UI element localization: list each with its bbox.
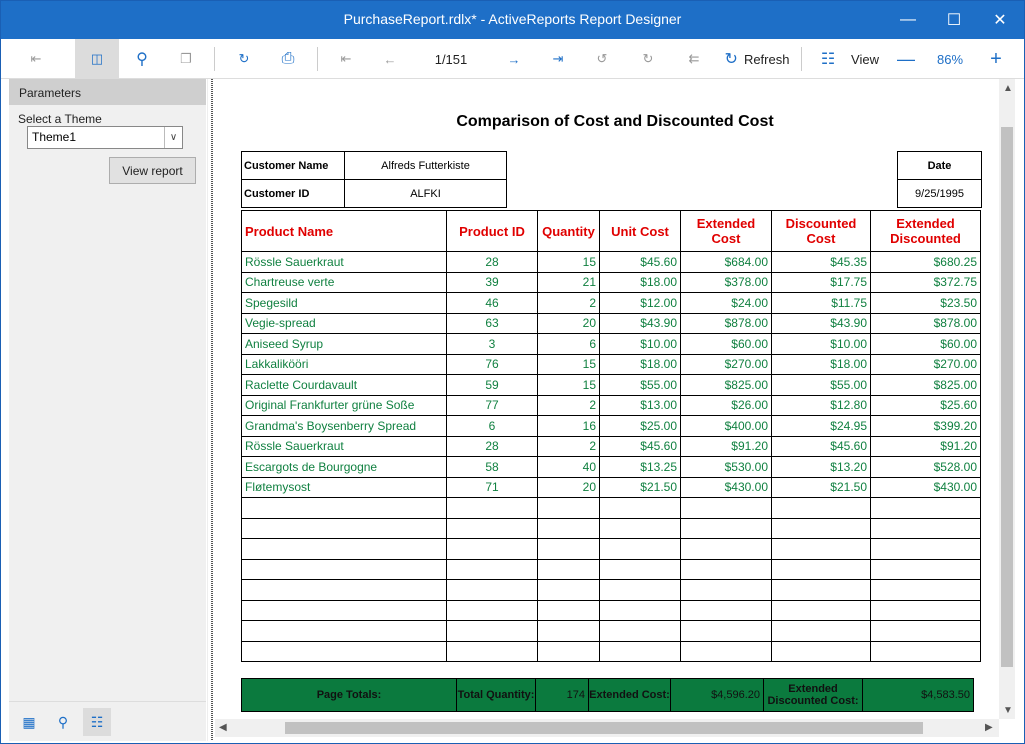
- history-forward-icon[interactable]: ↻: [642, 51, 654, 66]
- table-cell: $13.00: [600, 395, 681, 416]
- report-title: Comparison of Cost and Discounted Cost: [456, 113, 774, 130]
- horizontal-scrollbar[interactable]: [215, 719, 999, 737]
- vertical-scrollbar[interactable]: [999, 79, 1015, 719]
- table-cell: $378.00: [681, 272, 772, 293]
- table-cell: $430.00: [681, 477, 772, 498]
- column-header: Unit Cost: [600, 211, 681, 252]
- table-cell: 28: [447, 252, 538, 273]
- page-indicator[interactable]: 1/151: [434, 51, 468, 67]
- table-cell: [600, 539, 681, 560]
- exit-icon[interactable]: ⇤: [30, 51, 42, 66]
- table-cell: $18.00: [772, 354, 871, 375]
- table-cell: 28: [447, 436, 538, 457]
- table-row: [242, 293, 981, 314]
- empty-table-row: [242, 539, 981, 560]
- table-cell: 15: [538, 252, 600, 273]
- table-cell: $399.20: [871, 416, 981, 437]
- column-header: Quantity: [538, 211, 600, 252]
- date-label: Date: [898, 152, 982, 180]
- table-cell: Vegie-spread: [242, 313, 447, 334]
- total-quantity-value: 174: [536, 679, 589, 712]
- table-row: [242, 354, 981, 375]
- table-cell: [681, 498, 772, 519]
- table-cell: [681, 600, 772, 621]
- view-menu[interactable]: View: [851, 51, 879, 67]
- table-cell: $878.00: [871, 313, 981, 334]
- table-cell: [447, 518, 538, 539]
- search-tab-icon[interactable]: ⚲: [57, 713, 69, 730]
- table-cell: $825.00: [871, 375, 981, 396]
- table-cell: [681, 518, 772, 539]
- extended-discounted-cost-value: $4,583.50: [863, 679, 974, 712]
- table-cell: $270.00: [681, 354, 772, 375]
- table-cell: 71: [447, 477, 538, 498]
- empty-table-row: [242, 621, 981, 642]
- table-row: [242, 436, 981, 457]
- table-cell: [681, 539, 772, 560]
- column-header: Extended Discounted: [871, 211, 981, 252]
- table-cell: $60.00: [681, 334, 772, 355]
- table-cell: [871, 498, 981, 519]
- table-cell: Rössle Sauerkraut: [242, 252, 447, 273]
- empty-table-row: [242, 600, 981, 621]
- table-cell: 20: [538, 313, 600, 334]
- table-cell: [600, 559, 681, 580]
- empty-table-row: [242, 641, 981, 662]
- table-cell: Spegesild: [242, 293, 447, 314]
- table-cell: [447, 498, 538, 519]
- table-cell: [242, 539, 447, 560]
- table-cell: 3: [447, 334, 538, 355]
- column-header: Discounted Cost: [772, 211, 871, 252]
- previous-page-icon[interactable]: ←: [383, 51, 397, 67]
- table-cell: [242, 580, 447, 601]
- table-cell: [871, 621, 981, 642]
- zoom-out-icon[interactable]: —: [897, 48, 915, 69]
- table-cell: 2: [538, 293, 600, 314]
- parameters-tab-icon[interactable]: ▦: [22, 713, 36, 730]
- table-cell: $11.75: [772, 293, 871, 314]
- table-cell: [242, 621, 447, 642]
- maximize-button[interactable]: ☐: [946, 12, 962, 29]
- table-row: [242, 416, 981, 437]
- table-cell: $60.00: [871, 334, 981, 355]
- table-cell: [538, 559, 600, 580]
- table-cell: $878.00: [681, 313, 772, 334]
- table-cell: [772, 580, 871, 601]
- sidebar-toggle-icon[interactable]: ◫: [75, 39, 119, 79]
- table-cell: $528.00: [871, 457, 981, 478]
- customer-name-label: Customer Name: [242, 152, 345, 180]
- title-bar: [1, 1, 1024, 39]
- table-cell: [600, 498, 681, 519]
- table-cell: 39: [447, 272, 538, 293]
- table-cell: [871, 518, 981, 539]
- table-cell: [242, 518, 447, 539]
- first-page-icon[interactable]: ⇤: [340, 51, 352, 66]
- table-cell: $13.25: [600, 457, 681, 478]
- panel-splitter[interactable]: [207, 79, 215, 741]
- panel-header: Parameters: [9, 79, 206, 105]
- table-cell: [538, 600, 600, 621]
- table-cell: $12.80: [772, 395, 871, 416]
- table-cell: Escargots de Bourgogne: [242, 457, 447, 478]
- table-cell: 2: [538, 395, 600, 416]
- extended-discounted-cost-label: Extended Discounted Cost:: [764, 679, 863, 712]
- empty-table-row: [242, 518, 981, 539]
- toolbar: [1, 39, 1024, 79]
- table-cell: $12.00: [600, 293, 681, 314]
- table-cell: [772, 498, 871, 519]
- table-cell: $43.90: [600, 313, 681, 334]
- table-cell: $23.50: [871, 293, 981, 314]
- table-cell: $45.60: [600, 252, 681, 273]
- zoom-level[interactable]: 86%: [936, 51, 964, 67]
- table-cell: $45.60: [772, 436, 871, 457]
- table-cell: $372.75: [871, 272, 981, 293]
- table-row: [242, 395, 981, 416]
- table-cell: Original Frankfurter grüne Soße: [242, 395, 447, 416]
- horizontal-scroll-thumb[interactable]: [285, 722, 923, 734]
- window-title: PurchaseReport.rdlx* - ActiveReports Report Designer: [343, 11, 682, 27]
- vertical-scroll-thumb[interactable]: [1001, 127, 1013, 667]
- table-cell: 59: [447, 375, 538, 396]
- table-cell: $18.00: [600, 354, 681, 375]
- table-row: [242, 334, 981, 355]
- table-cell: $825.00: [681, 375, 772, 396]
- date-table: [897, 151, 982, 208]
- table-cell: [681, 580, 772, 601]
- table-cell: $21.50: [772, 477, 871, 498]
- print-icon[interactable]: ⎙: [281, 50, 295, 67]
- table-cell: [538, 518, 600, 539]
- customer-info-table: [241, 151, 507, 208]
- page-totals-table: [241, 678, 974, 712]
- table-cell: [600, 580, 681, 601]
- table-cell: [447, 580, 538, 601]
- table-cell: $10.00: [772, 334, 871, 355]
- table-cell: $684.00: [681, 252, 772, 273]
- table-cell: [772, 641, 871, 662]
- theme-select[interactable]: [27, 126, 183, 149]
- date-value: 9/25/1995: [898, 180, 982, 208]
- customer-id-label: Customer ID: [242, 180, 345, 208]
- table-cell: 77: [447, 395, 538, 416]
- refresh-icon: ↻: [724, 51, 738, 68]
- table-cell: [242, 498, 447, 519]
- table-cell: $17.75: [772, 272, 871, 293]
- table-cell: [538, 621, 600, 642]
- table-cell: $25.00: [600, 416, 681, 437]
- total-quantity-label: Total Quantity:: [457, 679, 536, 712]
- table-cell: [538, 641, 600, 662]
- table-cell: [772, 600, 871, 621]
- parent-report-icon[interactable]: ⇇: [688, 51, 700, 66]
- table-cell: 15: [538, 375, 600, 396]
- table-cell: Fløtemysost: [242, 477, 447, 498]
- table-cell: [772, 518, 871, 539]
- table-row: [242, 375, 981, 396]
- products-table: [241, 210, 981, 662]
- table-cell: [538, 580, 600, 601]
- table-cell: 46: [447, 293, 538, 314]
- table-cell: $400.00: [681, 416, 772, 437]
- table-cell: [447, 641, 538, 662]
- table-cell: $91.20: [871, 436, 981, 457]
- table-cell: $45.35: [772, 252, 871, 273]
- table-cell: [538, 539, 600, 560]
- empty-table-row: [242, 580, 981, 601]
- report-viewer: [215, 79, 1023, 741]
- pages-icon[interactable]: ❐: [180, 51, 192, 66]
- column-header: Extended Cost: [681, 211, 772, 252]
- refresh-label: Refresh: [743, 51, 790, 67]
- table-cell: [600, 621, 681, 642]
- table-cell: [681, 641, 772, 662]
- document-map-tab-icon[interactable]: ☷: [83, 708, 111, 736]
- theme-select-value: Theme1: [32, 130, 77, 144]
- table-cell: [447, 621, 538, 642]
- table-cell: Raclette Courdavault: [242, 375, 447, 396]
- chevron-down-icon[interactable]: ∨: [164, 127, 182, 148]
- table-cell: $24.95: [772, 416, 871, 437]
- table-cell: [447, 559, 538, 580]
- table-cell: [772, 621, 871, 642]
- history-back-icon[interactable]: ↺: [596, 51, 608, 66]
- minimize-button[interactable]: —: [900, 11, 916, 28]
- last-page-icon[interactable]: ⇥: [552, 51, 564, 66]
- book-icon[interactable]: ☷: [820, 51, 836, 68]
- table-cell: $680.25: [871, 252, 981, 273]
- scroll-up-icon[interactable]: ▲: [1003, 83, 1013, 94]
- table-cell: [871, 580, 981, 601]
- table-cell: [772, 539, 871, 560]
- scroll-right-icon[interactable]: ▶: [985, 722, 993, 733]
- table-cell: $43.90: [772, 313, 871, 334]
- refresh-button[interactable]: [717, 39, 797, 79]
- extended-cost-value: $4,596.20: [671, 679, 764, 712]
- table-cell: Rössle Sauerkraut: [242, 436, 447, 457]
- table-cell: $26.00: [681, 395, 772, 416]
- table-cell: [600, 518, 681, 539]
- table-cell: [871, 600, 981, 621]
- column-header: Product ID: [447, 211, 538, 252]
- extended-cost-label: Extended Cost:: [589, 679, 671, 712]
- table-cell: 6: [447, 416, 538, 437]
- table-cell: Grandma's Boysenberry Spread: [242, 416, 447, 437]
- table-cell: 15: [538, 354, 600, 375]
- table-cell: Chartreuse verte: [242, 272, 447, 293]
- table-cell: [600, 600, 681, 621]
- table-cell: [447, 539, 538, 560]
- table-row: [242, 313, 981, 334]
- table-row: [242, 457, 981, 478]
- table-cell: $45.60: [600, 436, 681, 457]
- empty-table-row: [242, 498, 981, 519]
- table-cell: 16: [538, 416, 600, 437]
- table-cell: $270.00: [871, 354, 981, 375]
- scroll-left-icon[interactable]: ◀: [219, 722, 227, 733]
- search-icon[interactable]: ⚲: [136, 51, 148, 68]
- scroll-down-icon[interactable]: ▼: [1003, 705, 1013, 716]
- table-cell: [600, 641, 681, 662]
- zoom-in-icon[interactable]: +: [990, 47, 1002, 70]
- table-cell: 2: [538, 436, 600, 457]
- export-icon[interactable]: ↻: [238, 51, 250, 66]
- table-cell: [538, 498, 600, 519]
- view-report-button[interactable]: View report: [109, 157, 196, 184]
- panel-tabs: [9, 701, 206, 741]
- table-cell: $55.00: [600, 375, 681, 396]
- empty-table-row: [242, 559, 981, 580]
- customer-name-value: Alfreds Futterkiste: [345, 152, 507, 180]
- table-cell: [242, 600, 447, 621]
- table-cell: [871, 559, 981, 580]
- next-page-icon[interactable]: →: [507, 51, 521, 67]
- table-cell: 58: [447, 457, 538, 478]
- table-cell: $18.00: [600, 272, 681, 293]
- table-row: [242, 252, 981, 273]
- table-cell: [242, 641, 447, 662]
- theme-label: Select a Theme: [18, 112, 102, 126]
- table-cell: 6: [538, 334, 600, 355]
- table-cell: [242, 559, 447, 580]
- table-cell: 76: [447, 354, 538, 375]
- table-cell: $10.00: [600, 334, 681, 355]
- table-row: [242, 477, 981, 498]
- table-cell: [871, 539, 981, 560]
- table-cell: 40: [538, 457, 600, 478]
- table-cell: $55.00: [772, 375, 871, 396]
- table-cell: $530.00: [681, 457, 772, 478]
- customer-id-value: ALFKI: [345, 180, 507, 208]
- table-cell: Aniseed Syrup: [242, 334, 447, 355]
- table-cell: [772, 559, 871, 580]
- table-row: [242, 272, 981, 293]
- table-cell: Lakkalikööri: [242, 354, 447, 375]
- table-cell: 63: [447, 313, 538, 334]
- table-cell: $25.60: [871, 395, 981, 416]
- column-header: Product Name: [242, 211, 447, 252]
- table-cell: 21: [538, 272, 600, 293]
- table-cell: [447, 600, 538, 621]
- table-cell: $430.00: [871, 477, 981, 498]
- parameters-panel: [9, 79, 206, 741]
- table-cell: [681, 559, 772, 580]
- table-cell: $91.20: [681, 436, 772, 457]
- close-button[interactable]: ✕: [993, 12, 1007, 29]
- page-totals-label: Page Totals:: [242, 679, 457, 712]
- table-cell: 20: [538, 477, 600, 498]
- table-cell: $24.00: [681, 293, 772, 314]
- table-header-row: [242, 211, 981, 252]
- table-cell: $21.50: [600, 477, 681, 498]
- table-cell: [681, 621, 772, 642]
- table-cell: $13.20: [772, 457, 871, 478]
- table-cell: [871, 641, 981, 662]
